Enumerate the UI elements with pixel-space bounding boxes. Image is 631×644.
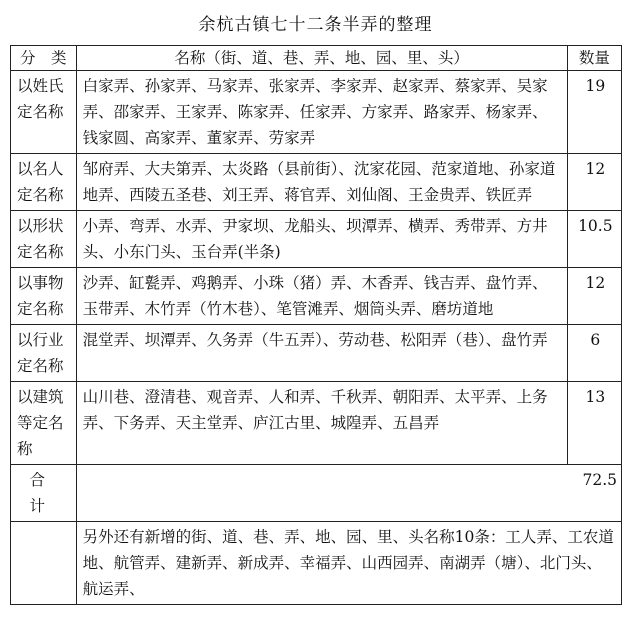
table-row <box>11 71 622 154</box>
table-row <box>11 211 622 268</box>
table-row <box>11 325 622 382</box>
row-count: 13 <box>567 382 621 465</box>
row-count: 10.5 <box>567 211 621 268</box>
total-label: 合计 <box>11 465 77 522</box>
row-names: 沙弄、缸甏弄、鸡鹅弄、小珠（猪）弄、木香弄、钱吉弄、盘竹弄、玉带弄、木竹弄（竹木巷）、笔管滩弄、烟筒头弄、磨坊道地 <box>76 268 567 325</box>
row-count: 6 <box>567 325 621 382</box>
total-value: 72.5 <box>76 465 621 522</box>
row-category: 以事物定名称 <box>11 268 77 325</box>
row-names: 邹府弄、大夫第弄、太炎路（县前街）、沈家花园、范家道地、孙家道地弄、西陵五圣巷、刘王弄、蒋官弄、刘仙阁、王金贵弄、铁匠弄 <box>76 154 567 211</box>
table-row <box>11 268 622 325</box>
total-row <box>11 465 622 522</box>
row-names: 混堂弄、坝潭弄、久务弄（牛五弄）、劳动巷、松阳弄（巷）、盘竹弄 <box>76 325 567 382</box>
row-names: 小弄、弯弄、水弄、尹家坝、龙船头、坝潭弄、横弄、秀带弄、方井头、小东门头、玉台弄(半条) <box>76 211 567 268</box>
row-count: 12 <box>567 154 621 211</box>
page-title: 余杭古镇七十二条半弄的整理 <box>198 15 433 35</box>
row-category: 以姓氏定名称 <box>11 71 77 154</box>
table-row <box>11 382 622 465</box>
row-count: 19 <box>567 71 621 154</box>
table-header-row <box>11 46 622 71</box>
lanes-table <box>10 45 622 605</box>
header-names: 名称（街、道、巷、弄、地、园、里、头） <box>76 46 567 71</box>
header-category: 分 类 <box>11 46 77 71</box>
header-count: 数量 <box>567 46 621 71</box>
note-empty-cell <box>11 522 77 605</box>
row-names: 白家弄、孙家弄、马家弄、张家弄、李家弄、赵家弄、蔡家弄、吴家弄、邵家弄、王家弄、陈家弄、任家弄、方家弄、路家弄、杨家弄、钱家圆、高家弄、董家弄、劳家弄 <box>76 71 567 154</box>
table-row <box>11 154 622 211</box>
note-row <box>11 522 622 605</box>
row-category: 以名人定名称 <box>11 154 77 211</box>
row-category: 以形状定名称 <box>11 211 77 268</box>
row-count: 12 <box>567 268 621 325</box>
row-names: 山川巷、澄清巷、观音弄、人和弄、千秋弄、朝阳弄、太平弄、上务弄、下务弄、天主堂弄、庐江古里、城隍弄、五昌弄 <box>76 382 567 465</box>
row-category: 以行业定名称 <box>11 325 77 382</box>
note-text: 另外还有新增的街、道、巷、弄、地、园、里、头名称10条：工人弄、工农道地、航管弄、建新弄、新成弄、幸福弄、山西园弄、南湖弄（塘）、北门头、航运弄、 <box>76 522 621 605</box>
row-category: 以建筑等定名称 <box>11 382 77 465</box>
